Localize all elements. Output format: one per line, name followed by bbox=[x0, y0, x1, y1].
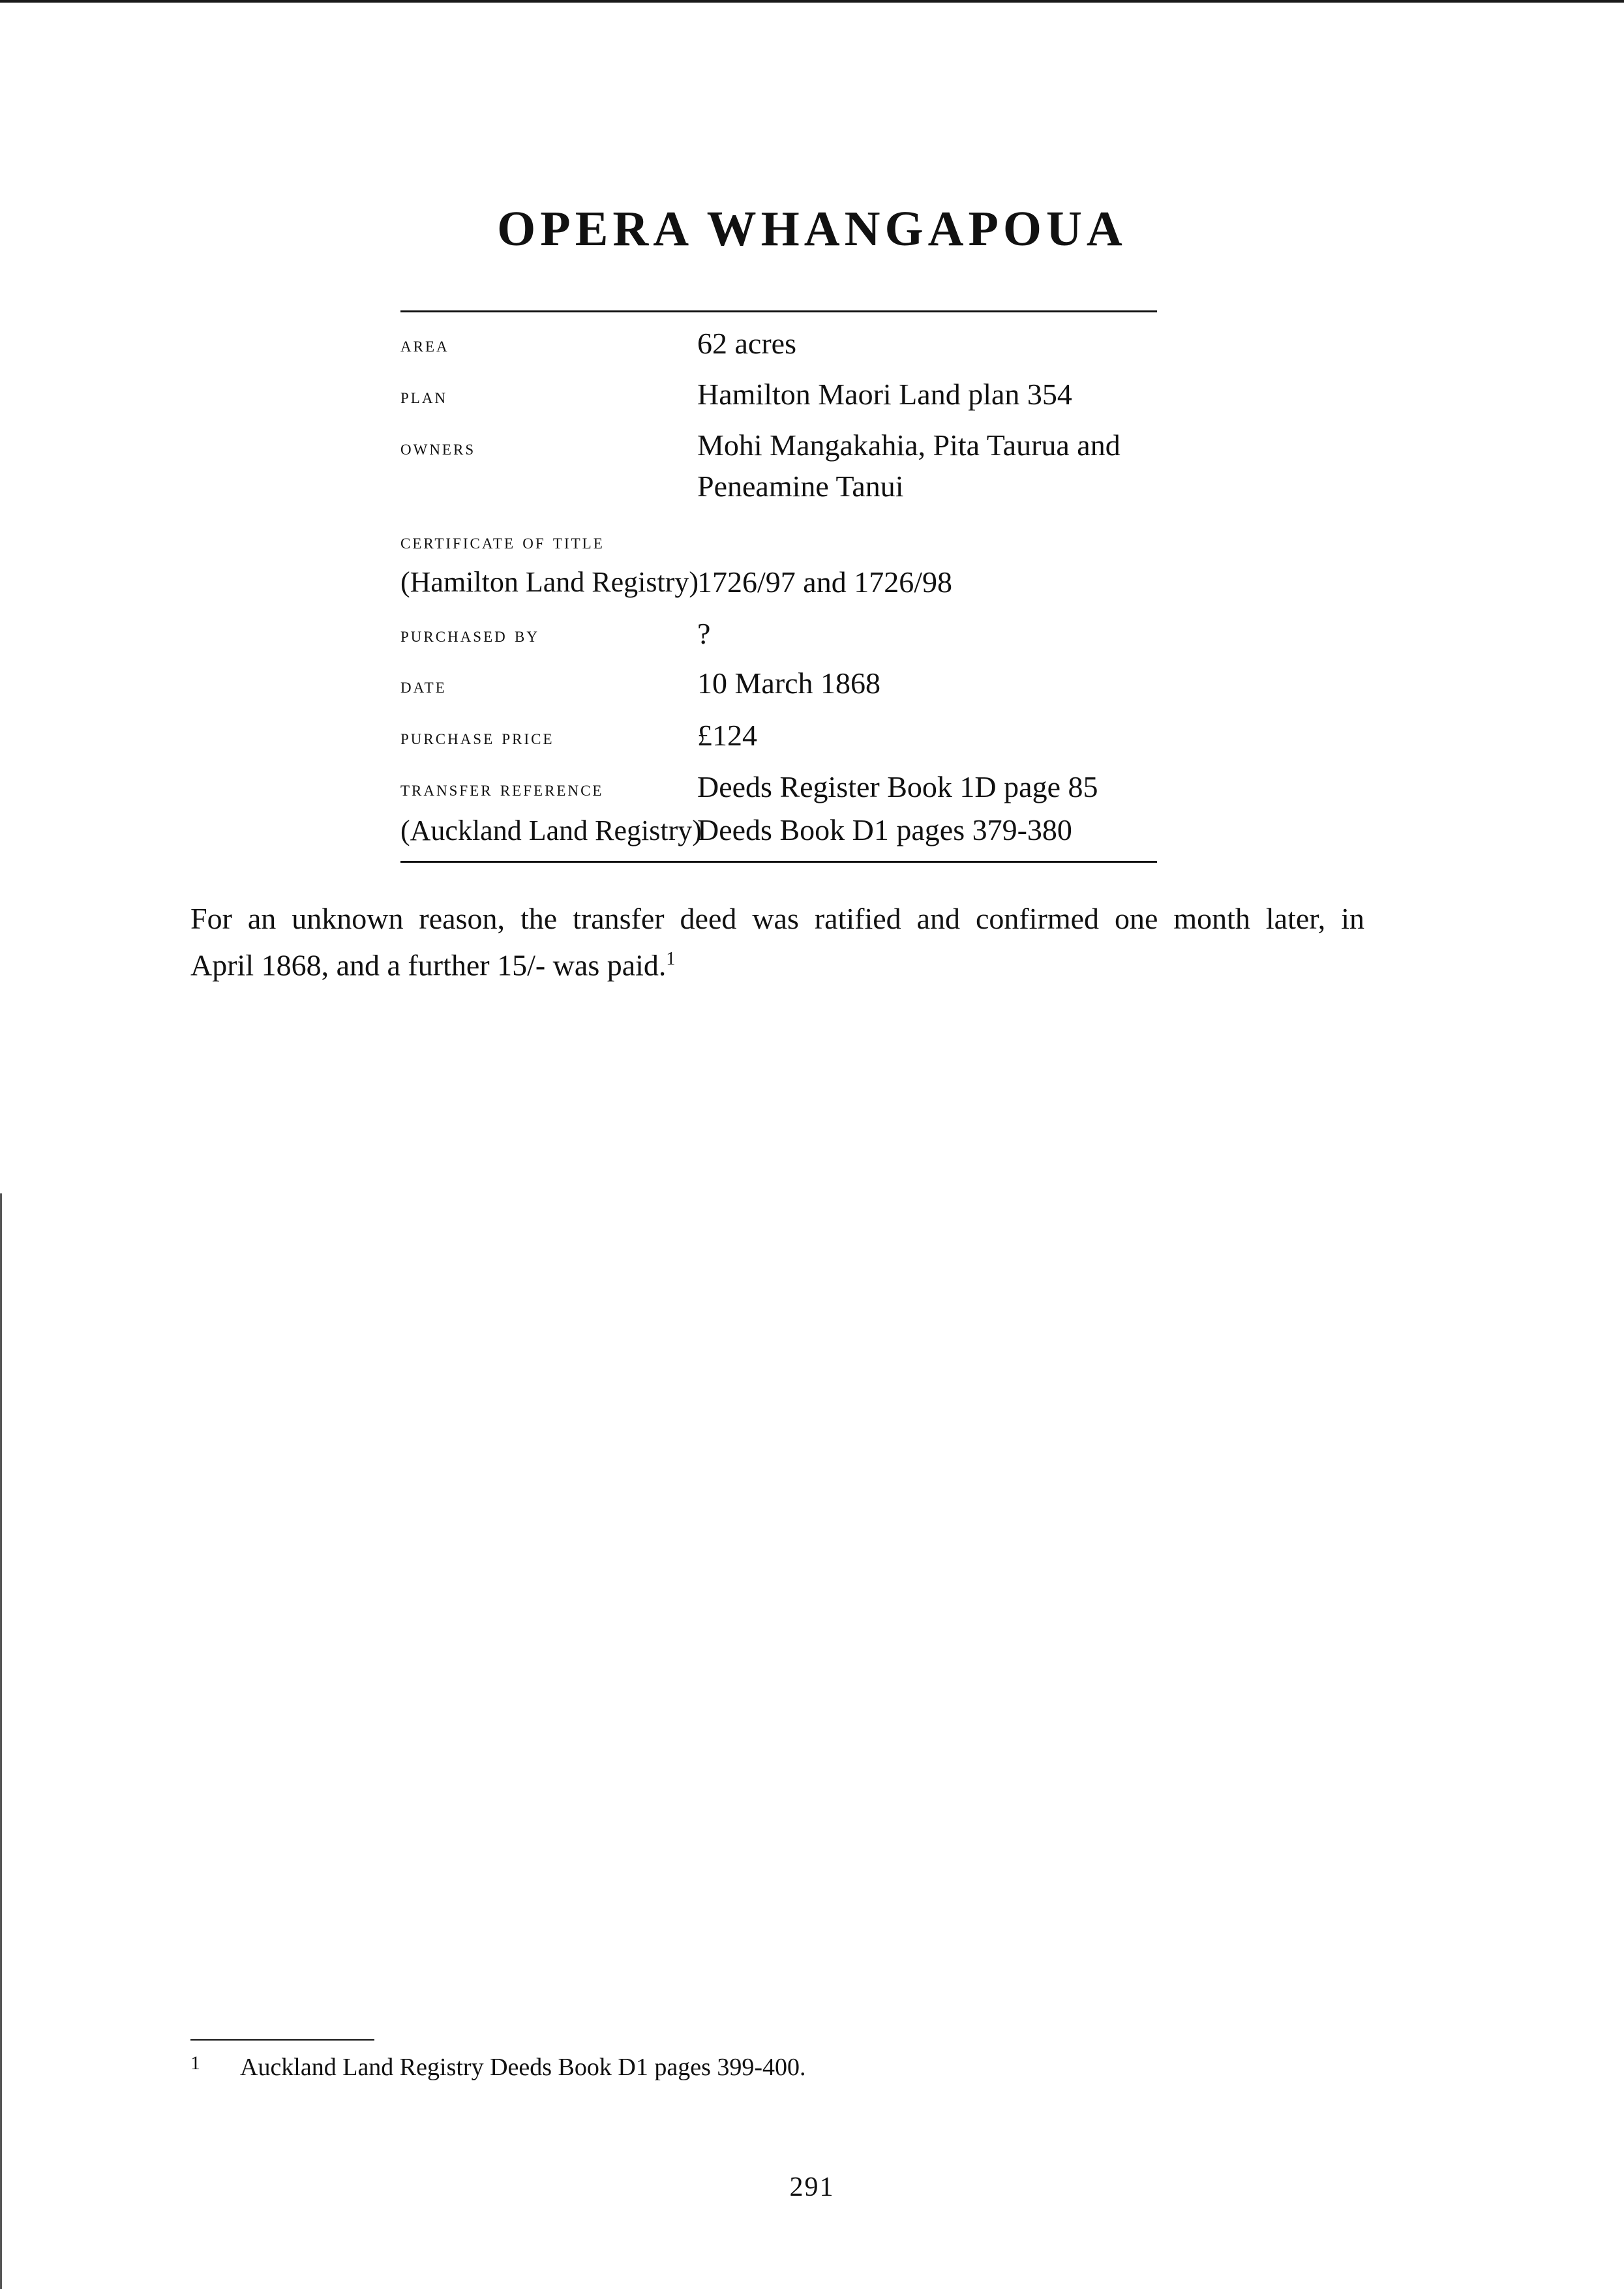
plan-label: plan bbox=[400, 385, 448, 408]
page-title: OPERA WHANGAPOUA bbox=[497, 202, 1127, 256]
scan-edge-left bbox=[0, 1193, 2, 2289]
transfer-reference-value2: Deeds Book D1 pages 379-380 bbox=[697, 813, 1072, 846]
certificate-sublabel: (Hamilton Land Registry) bbox=[400, 566, 699, 598]
transfer-reference-value: Deeds Register Book 1D page 85 bbox=[697, 770, 1098, 803]
page-number: 291 bbox=[789, 2172, 835, 2202]
area-value: 62 acres bbox=[697, 327, 796, 360]
paragraph-line2 bbox=[190, 939, 1364, 985]
owners-label: owners bbox=[400, 436, 476, 460]
purchased-by-value: ? bbox=[697, 617, 711, 650]
transfer-reference-label: transfer reference bbox=[400, 777, 604, 801]
date-label: date bbox=[400, 674, 447, 698]
certificate-value: 1726/97 and 1726/98 bbox=[697, 565, 952, 599]
scan-edge-top bbox=[0, 0, 1624, 3]
purchase-price-value: £124 bbox=[697, 719, 757, 752]
purchased-by-label: purchased by bbox=[400, 623, 539, 647]
table-bottom-rule bbox=[400, 861, 1157, 863]
footnote-reference[interactable]: 1 bbox=[666, 949, 676, 969]
owners-value-line2: Peneamine Tanui bbox=[697, 470, 904, 503]
area-label: area bbox=[400, 333, 449, 357]
body-paragraph bbox=[190, 899, 1364, 985]
paragraph-line2-text: April 1868, and a further 15/- was paid. bbox=[190, 948, 667, 982]
purchase-price-label: purchase price bbox=[400, 726, 554, 749]
transfer-sublabel: (Auckland Land Registry) bbox=[400, 815, 702, 846]
footnote-text: Auckland Land Registry Deeds Book D1 pages 399-400. bbox=[240, 2054, 806, 2081]
plan-value: Hamilton Maori Land plan 354 bbox=[697, 378, 1072, 411]
certificate-label: certificate of title bbox=[400, 530, 605, 554]
paragraph-line1: For an unknown reason, the transfer deed was ratified and confirmed one month later, in bbox=[190, 902, 1364, 935]
footnote-number: 1 bbox=[190, 2052, 200, 2074]
owners-value-line1: Mohi Mangakahia, Pita Taurua and bbox=[697, 428, 1120, 462]
table-top-rule bbox=[400, 310, 1157, 312]
date-value: 10 March 1868 bbox=[697, 666, 881, 700]
footnote-rule bbox=[190, 2039, 374, 2041]
